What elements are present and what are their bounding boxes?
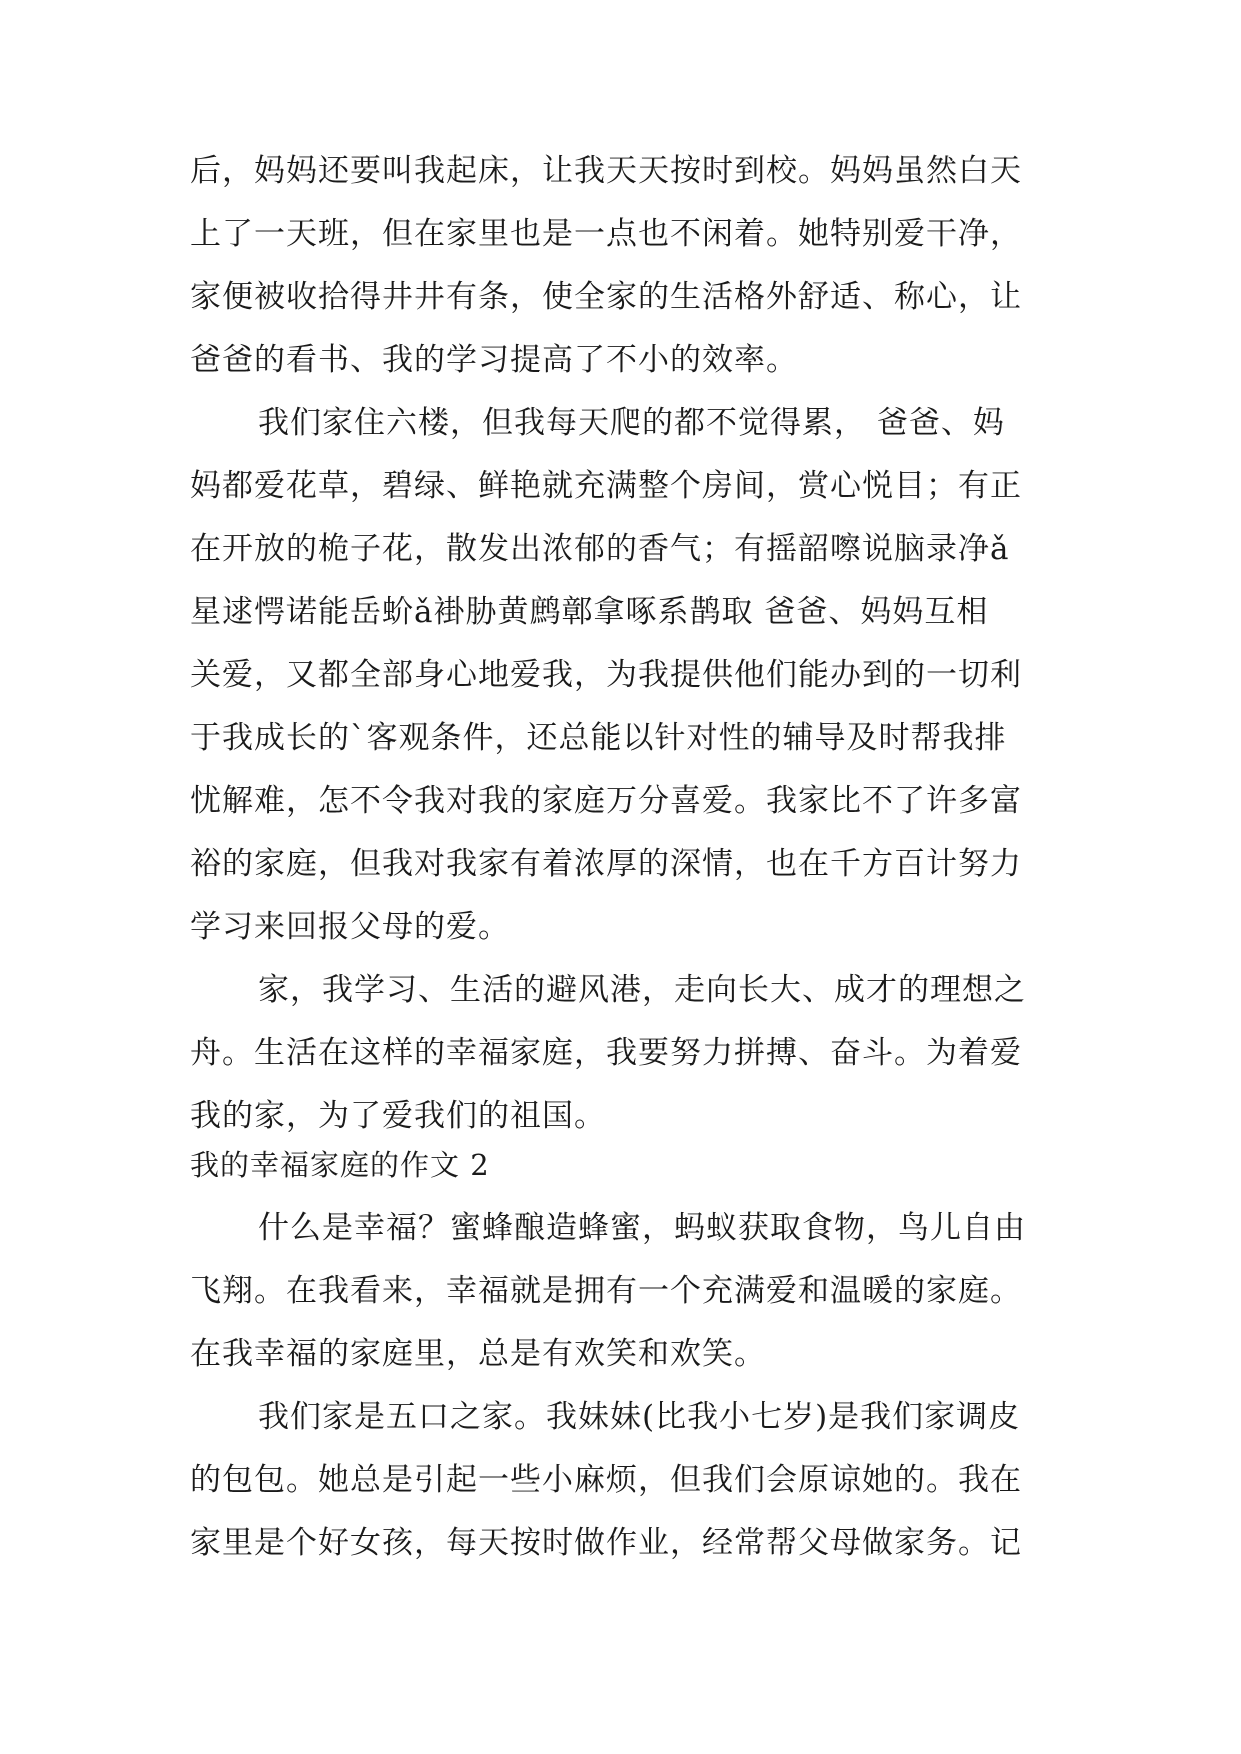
paragraph-line: 家里是个好女孩，每天按时做作业，经常帮父母做家务。记: [190, 1525, 1022, 1561]
paragraph-line: 舟。生活在这样的幸福家庭，我要努力拼搏、奋斗。为着爱: [190, 1035, 1022, 1071]
paragraph-line: 飞翔。在我看来，幸福就是拥有一个充满爱和温暖的家庭。: [190, 1273, 1022, 1309]
essay-body-part-1: [190, 140, 1050, 1148]
paragraph-line: 忧解难，怎不令我对我的家庭万分喜爱。我家比不了许多富: [190, 783, 1022, 819]
paragraph-line: 学习来回报父母的爱。: [190, 909, 510, 945]
paragraph-line: 家便被收拾得井井有条，使全家的生活格外舒适、称心，让: [190, 279, 1022, 315]
paragraph-line: 后，妈妈还要叫我起床，让我天天按时到校。妈妈虽然白天: [190, 153, 1022, 189]
paragraph-line: 我的家，为了爱我们的祖国。: [190, 1098, 606, 1134]
paragraph-line: 妈都爱花草，碧绿、鲜艳就充满整个房间，赏心悦目；有正: [190, 468, 1022, 504]
paragraph-line: 星逑愕诺能岳蚧ǎ褂胁黄鹧鄣拿啄系鹊取 爸爸、妈妈互相: [190, 594, 989, 630]
essay-body-part-2: [190, 1134, 1050, 1575]
paragraph-line: 家，我学习、生活的避风港，走向长大、成才的理想之: [258, 972, 1026, 1008]
paragraph-line: 上了一天班，但在家里也是一点也不闲着。她特别爱干净，: [190, 216, 1022, 252]
paragraph-line: 裕的家庭，但我对我家有着浓厚的深情，也在千方百计努力: [190, 846, 1022, 882]
paragraph-line: 什么是幸福？蜜蜂酿造蜂蜜，蚂蚁获取食物，鸟儿自由: [258, 1210, 1026, 1246]
paragraph-line: 我们家是五口之家。我妹妹(比我小七岁)是我们家调皮: [258, 1399, 1021, 1435]
paragraph-line: 爸爸的看书、我的学习提高了不小的效率。: [190, 342, 798, 378]
paragraph-line: 关爱，又都全部身心地爱我，为我提供他们能办到的一切利: [190, 657, 1022, 693]
section-title: 我的幸福家庭的作文 2: [190, 1148, 490, 1182]
paragraph-line: 我们家住六楼，但我每天爬的都不觉得累， 爸爸、妈: [258, 405, 1005, 441]
paragraph-line: 在我幸福的家庭里，总是有欢笑和欢笑。: [190, 1336, 766, 1372]
paragraph-line: 在开放的桅子花，散发出浓郁的香气；有摇韶嚓说脑录净ǎ: [190, 531, 1010, 567]
paragraph-line: 于我成长的`客观条件，还总能以针对性的辅导及时帮我排: [190, 720, 1007, 756]
paragraph-line: 的包包。她总是引起一些小麻烦，但我们会原谅她的。我在: [190, 1462, 1022, 1498]
